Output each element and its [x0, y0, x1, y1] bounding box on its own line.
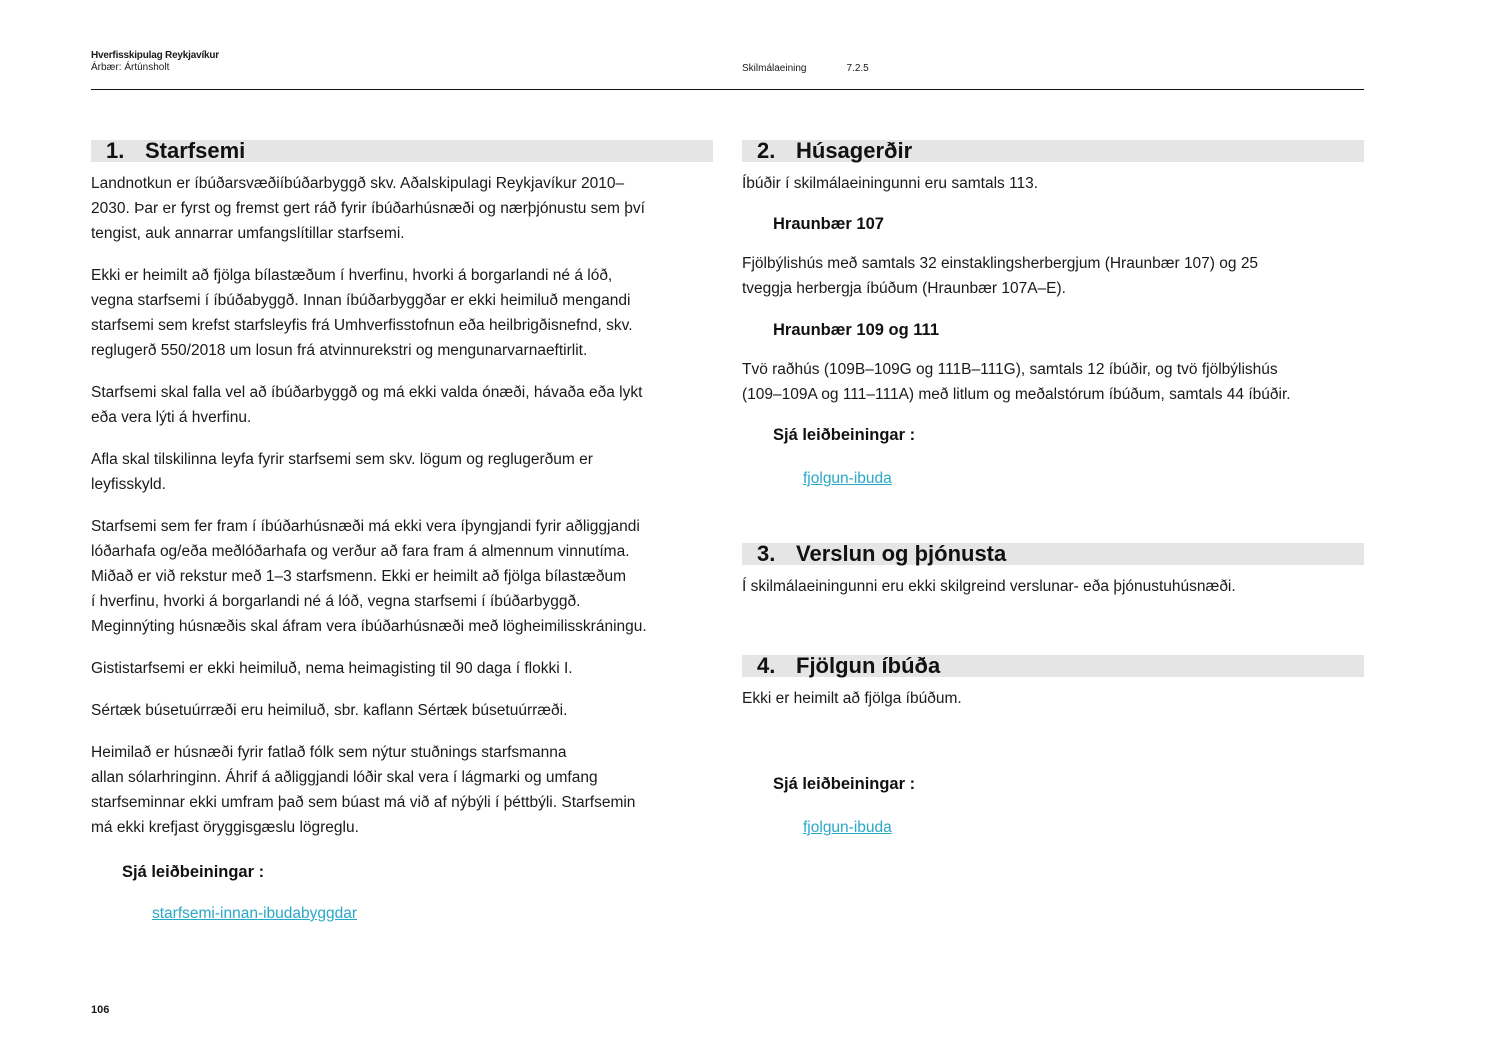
paragraph: Afla skal tilskilinna leyfa fyrir starfsemi sem skv. lögum og reglugerðum er leyfisskyld. — [91, 451, 593, 493]
paragraph: Tvö raðhús (109B–109G og 111B–111G), samtals 12 íbúðir, og tvö fjölbýlishús (109–109A og 111–111A) með litlum og meðalstórum íbúðum, samtals 44 íbúðir. — [742, 361, 1291, 403]
paragraph: Fjölbýlishús með samtals 32 einstaklingsherbergjum (Hraunbær 107) og 25 tveggja herbergja íbúðum (Hraunbær 107A–E). — [742, 255, 1259, 297]
document-header — [91, 50, 219, 74]
paragraph: Sértæk búsetuúrræði eru heimiluð, sbr. kaflann Sértæk búsetuúrræði. — [91, 702, 568, 719]
section-heading-fjolgun-ibuda: 4. Fjölgun íbúða — [742, 655, 1364, 677]
subheading-hraunbaer-109-111: Hraunbær 109 og 111 — [773, 321, 939, 339]
subheading-hraunbaer-107: Hraunbær 107 — [773, 215, 884, 233]
paragraph: Gististarfsemi er ekki heimiluð, nema heimagisting til 90 daga í flokki I. — [91, 660, 573, 677]
section-heading-verslun: 3. Verslun og þjónusta — [742, 543, 1364, 565]
right-column — [742, 140, 1364, 838]
paragraph: Starfsemi sem fer fram í íbúðarhúsnæði má ekki vera íþyngjandi fyrir aðliggjandi lóðarhafa og/eða meðlóðarhafa og verður að fara fram á almennum vinnutíma. Miðað er við rekstur með 1–3 starfsmenn. Ekki er heimilt að fjölga bílastæðum í hverfinu, hvorki á borgarlandi né á lóð, vegna starfsemi í íbúðarbyggð. Meginnýting húsnæðis skal áfram vera íbúðarhúsnæði með lögheimilisskráningu. — [91, 518, 647, 635]
paragraph: Í skilmálaeiningunni eru ekki skilgreind verslunar- eða þjónustuhúsnæði. — [742, 578, 1236, 595]
guide-link-fjolgun-ibuda-2[interactable]: fjolgun-ibuda — [803, 819, 892, 836]
section-label: Skilmálaeining — [742, 63, 807, 74]
section-heading-starfsemi: 1. Starfsemi — [91, 140, 713, 162]
guide-link-fjolgun-ibuda[interactable]: fjolgun-ibuda — [803, 470, 892, 487]
section-reference — [742, 63, 869, 75]
guide-label: Sjá leiðbeiningar : — [773, 426, 916, 444]
paragraph: Íbúðir í skilmálaeiningunni eru samtals 113. — [742, 175, 1039, 192]
document-title: Hverfisskipulag Reykjavíkur — [91, 50, 219, 61]
paragraph: Ekki er heimilt að fjölga íbúðum. — [742, 690, 962, 707]
left-column — [91, 140, 713, 924]
paragraph: Heimilað er húsnæði fyrir fatlað fólk sem nýtur stuðnings starfsmanna allan sólarhringinn. Áhrif á aðliggjandi lóðir skal vera í lágmarki og umfang starfseminnar ekki umfram það sem búast má við af nýbýli í þéttbýli. Starfsemin má ekki krefjast öryggisgæslu lögreglu. — [91, 744, 636, 836]
section-heading-husagerdir: 2. Húsagerðir — [742, 140, 1364, 162]
paragraph: Starfsemi skal falla vel að íbúðarbyggð og má ekki valda ónæði, hávaða eða lykt eða vera lýti á hverfinu. — [91, 384, 643, 426]
paragraph: Ekki er heimilt að fjölga bílastæðum í hverfinu, hvorki á borgarlandi né á lóð, vegna starfsemi í íbúðabyggð. Innan íbúðarbyggðar er ekki heimiluð mengandi starfsemi sem krefst starfsleyfis frá Umhverfisstofnun eða heilbrigðisnefnd, skv. reglugerð 550/2018 um losun frá atvinnurekstri og mengunarvarnaeftirlit. — [91, 267, 633, 359]
guide-label: Sjá leiðbeiningar : — [773, 775, 916, 793]
starfsemi-body — [91, 171, 713, 840]
section-code: 7.2.5 — [846, 63, 869, 74]
header-divider — [91, 89, 1364, 90]
paragraph: Landnotkun er íbúðarsvæðiíbúðarbyggð skv. Aðalskipulagi Reykjavíkur 2010– 2030. Þar er fyrst og fremst gert ráð fyrir íbúðarhúsnæði og nærþjónustu sem því tengist, auk annarrar umfangslítillar starfsemi. — [91, 175, 645, 242]
guide-label: Sjá leiðbeiningar : — [122, 863, 265, 881]
page-number: 106 — [91, 1004, 110, 1016]
document-subtitle: Árbær: Ártúnsholt — [91, 62, 170, 73]
guide-link-starfsemi[interactable]: starfsemi-innan-ibudabyggdar — [152, 905, 358, 922]
